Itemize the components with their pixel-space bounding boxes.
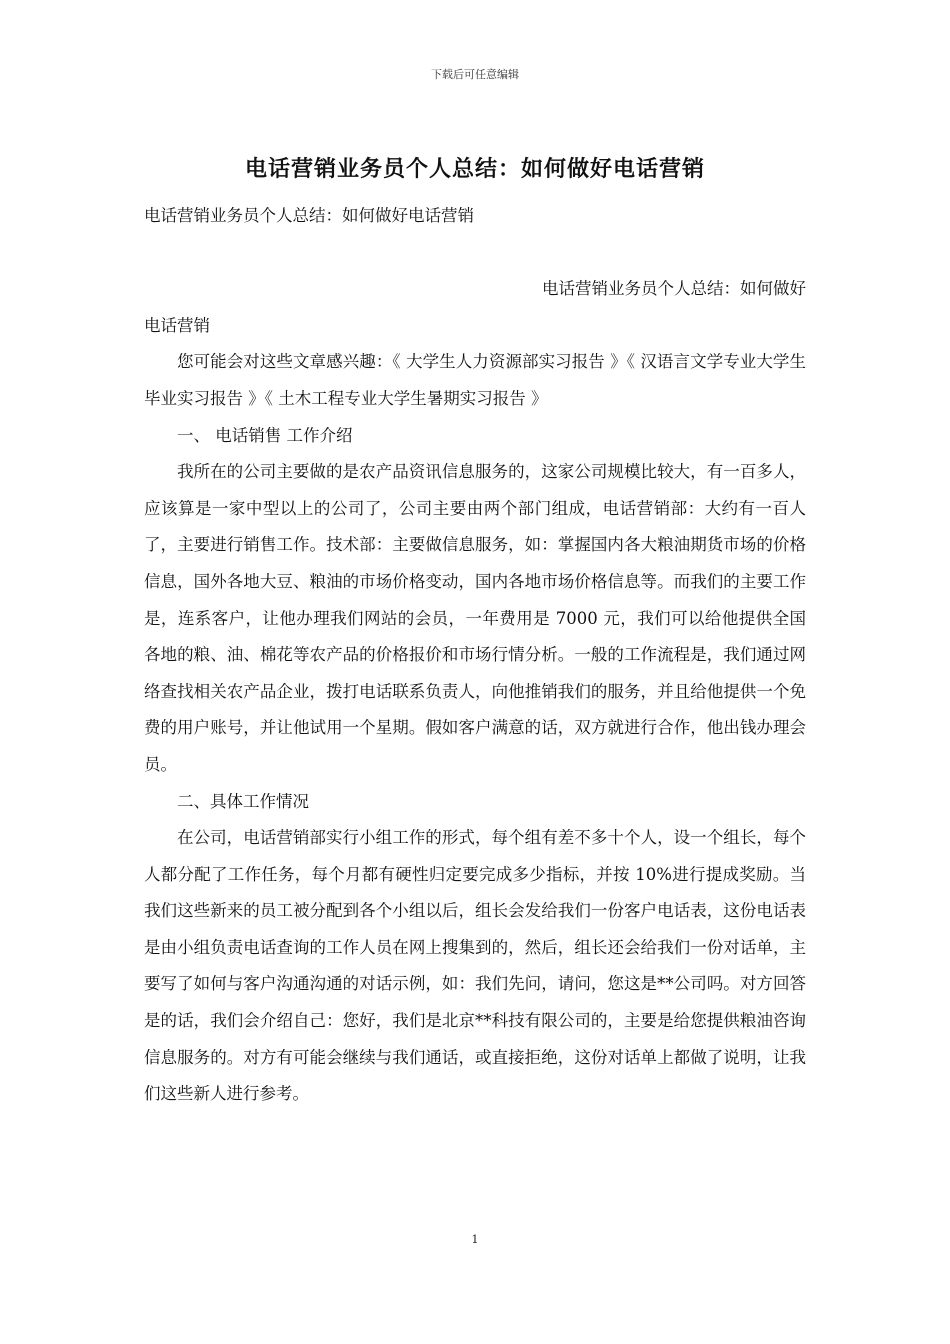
page-number: 1 bbox=[471, 1233, 479, 1246]
document-title: 电话营销业务员个人总结：如何做好电话营销 bbox=[244, 156, 705, 182]
page-header: 下载后可任意编辑 bbox=[431, 68, 519, 81]
document-body bbox=[144, 198, 806, 1113]
section-2-body: 在公司，电话营销部实行小组工作的形式，每个组有差不多十个人，设一个组长，每个人都分配了工作任务，每个月都有硬性归定要完成多少指标，并按 10%进行提成奖励。当我们这些新来的员工被分配到各个小组以后，组长会发给我们一份客户电话表，这份电话表是由小组负责电话查询的工作人员在网上搜集到的，然后，组长还会给我们一份对话单，主要写了如何与客户沟通沟通的对话示例，如：我们先问，请问，您这是**公司吗。对方回答是的话，我们会介绍自己：您好，我们是北京**科技有限公司的，主要是给您提供粮油咨询信息服务的。对方有可能会继续与我们通话，或直接拒绝，这份对话单上都做了说明，让我们这些新人进行参考。 bbox=[144, 828, 806, 1104]
right-line-continuation: 电话营销 bbox=[144, 315, 210, 335]
subtitle-paragraph: 电话营销业务员个人总结：如何做好电话营销 bbox=[144, 206, 474, 225]
section-1-body: 我所在的公司主要做的是农产品资讯信息服务的，这家公司规模比较大，有一百多人，应该算是一家中型以上的公司了，公司主要由两个部门组成，电话营销部：大约有一百人了，主要进行销售工作。技术部：主要做信息服务，如：掌握国内各大粮油期货市场的价格信息，国外各地大豆、粮油的市场价格变动，国内各地市场价格信息等。而我们的主要工作是，连系客户，让他办理我们网站的会员，一年费用是 7000 元，我们可以给他提供全国各地的粮、油、棉花等农产品的价格报价和市场行情分析。一般的工作流程是，我们通过网络查找相关农产品企业，拨打电话联系负责人，向他推销我们的服务，并且给他提供一个免费的用户账号，并让他试用一个星期。假如客户满意的话，双方就进行合作，他出钱办理会员。 bbox=[144, 462, 806, 774]
recommended-articles-paragraph: 您可能会对这些文章感兴趣：《 大学生人力资源部实习报告 》《 汉语言文学专业大学生毕业实习报告 》《 土木工程专业大学生暑期实习报告 》 bbox=[144, 352, 806, 408]
section-1-heading: 一、 电话销售 工作介绍 bbox=[177, 425, 353, 445]
right-aligned-line: 电话营销业务员个人总结：如何做好 bbox=[542, 279, 806, 299]
section-2-heading: 二、具体工作情况 bbox=[177, 791, 309, 811]
